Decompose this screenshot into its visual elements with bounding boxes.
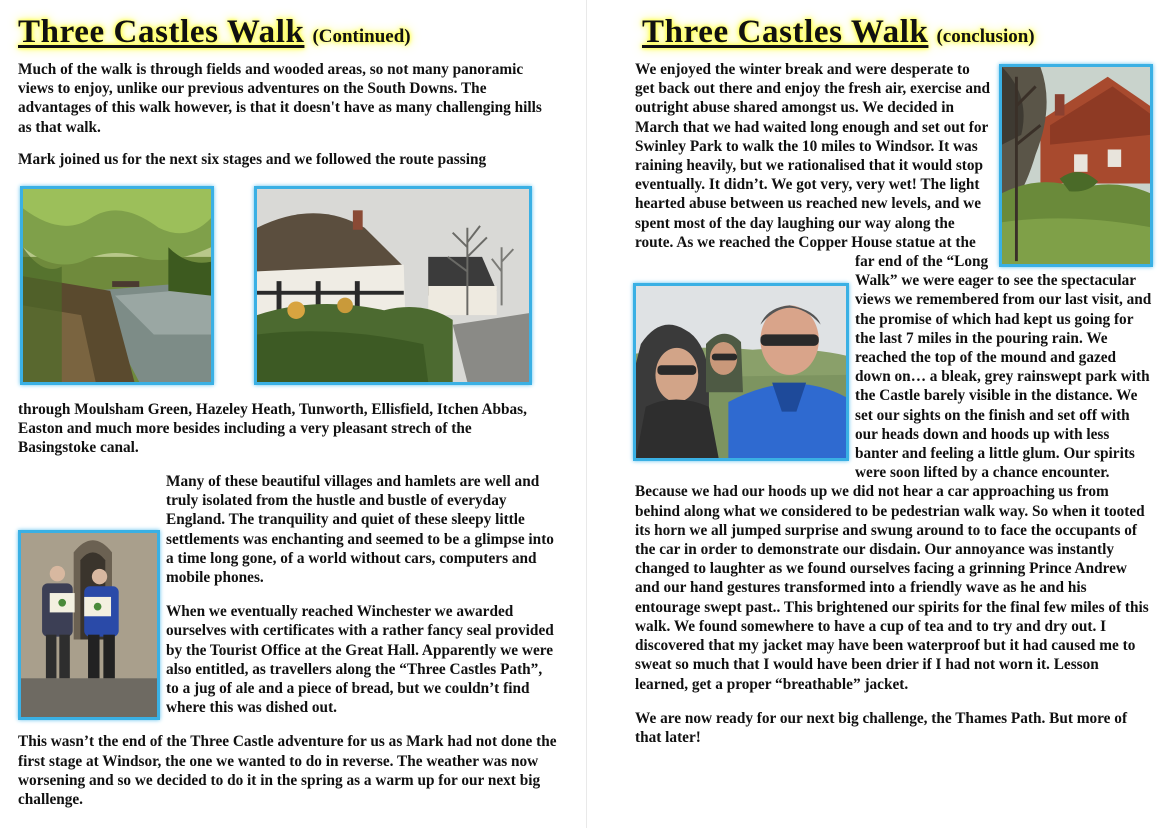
left-paragraph-6: This wasn’t the end of the Three Castle adventure for us as Mark had not done the first stage at Windsor, the one we wanted to do in reverse. The weather was now worsening and so we decided to do it in the spring as a warm up for our next big challenge.: [18, 733, 557, 809]
right-paragraph-1: We enjoyed the winter break and were desperate to get back out there and enjoy the fresh air, exercise and outright abuse shared amongst us. We decided in March that we had waited long enough and set out for Swinley Park to walk the 10 miles to Windsor. It was raining heavily, but we rationalised that it would stop eventually. It didn’t. We got very, very wet! The light hearted abuse between us reached new levels, and we spent most of the day laughing our way along the route. As we reached the Copper House statue at the far end of the “Long Walk” we were eager to see the spectacular views we remembered from our last visit, and the promise of which had kept us going for the last 7 miles in the pouring rain. We reached the top of the mound and gazed down on… a bleak, grey rainswept park with the Castle barely visible in the distance. We set our sights on the finish and set off with our heads down and hoods up with less banter and feeling a little glum. Our spirits were soon lifted by a chance encounter. Because we had our hoods up we did not hear a car approaching us from behind along what we considered to be pedestrian walk way. So when it tooted its horn we all jumped surprise and swung around to to face the occupants of the car in order to demonstrate our disdain. Our annoyance was instantly changed to laughter as we found ourselves facing a grinning Prince Andrew and our hand gestures transformed into a friendly wave as he and his entourage swept past.. This brightened our spirits for the final few miles of this walk. We found somewhere to have a cup of tea and to try and dry out. I discovered that my jacket may have been waterproof but it had caused me to sweat so much that I would have been drier if I had not worn it. Lesson learned, get a proper “breathable” jacket.: [635, 61, 1152, 693]
left-text-flow: [18, 472, 558, 809]
right-paragraph-2: We are now ready for our next big challenge, the Thames Path. But more of that later!: [635, 709, 1128, 746]
selfie-photo: [633, 283, 849, 461]
left-subtitle: (Continued): [312, 26, 411, 47]
left-paragraph-5: When we eventually reached Winchester we awarded ourselves with certificates with a rather fancy seal provided by the Tourist Office at the Great Hall. Apparently we were also entitled, as travellers along the “Three Castles Path”, to a jug of ale and a piece of bread, but we couldn’t find where this was dished out.: [166, 603, 554, 717]
certificate-photo: [18, 530, 160, 720]
red-brick-cottage-photo: [999, 64, 1153, 267]
left-paragraph-1: Much of the walk is through fields and wooded areas, so not many panoramic views to enjoy, unlike our previous adventures on the South Downs. The advantages of this walk however, is that it doesn't have as many challenging hills as that walk.: [18, 61, 542, 136]
thatched-cottage-photo: [254, 186, 532, 385]
canal-photo: [20, 186, 214, 385]
right-text-flow: [635, 60, 1153, 747]
left-paragraph-2: Mark joined us for the next six stages and we followed the route passing: [18, 151, 487, 168]
right-page: [586, 0, 1173, 828]
right-heading: [642, 14, 1035, 51]
left-heading: [18, 14, 411, 51]
left-paragraph-3: through Moulsham Green, Hazeley Heath, Tunworth, Ellisfield, Itchen Abbas, Easton and much more besides including a very pleasant strech of the Basingstoke canal.: [18, 401, 527, 457]
left-title: Three Castles Walk: [18, 14, 305, 50]
right-title: Three Castles Walk: [642, 14, 929, 50]
right-subtitle: (conclusion): [936, 26, 1035, 47]
left-paragraph-4: Many of these beautiful villages and hamlets are well and truly isolated from the hustle and bustle of everyday England. The tranquility and quiet of these sleepy little settlements was enchanting and seemed to be a glimpse into a time long gone, of a world without cars, computers and mobile phones.: [166, 473, 554, 587]
left-page: [0, 0, 586, 828]
